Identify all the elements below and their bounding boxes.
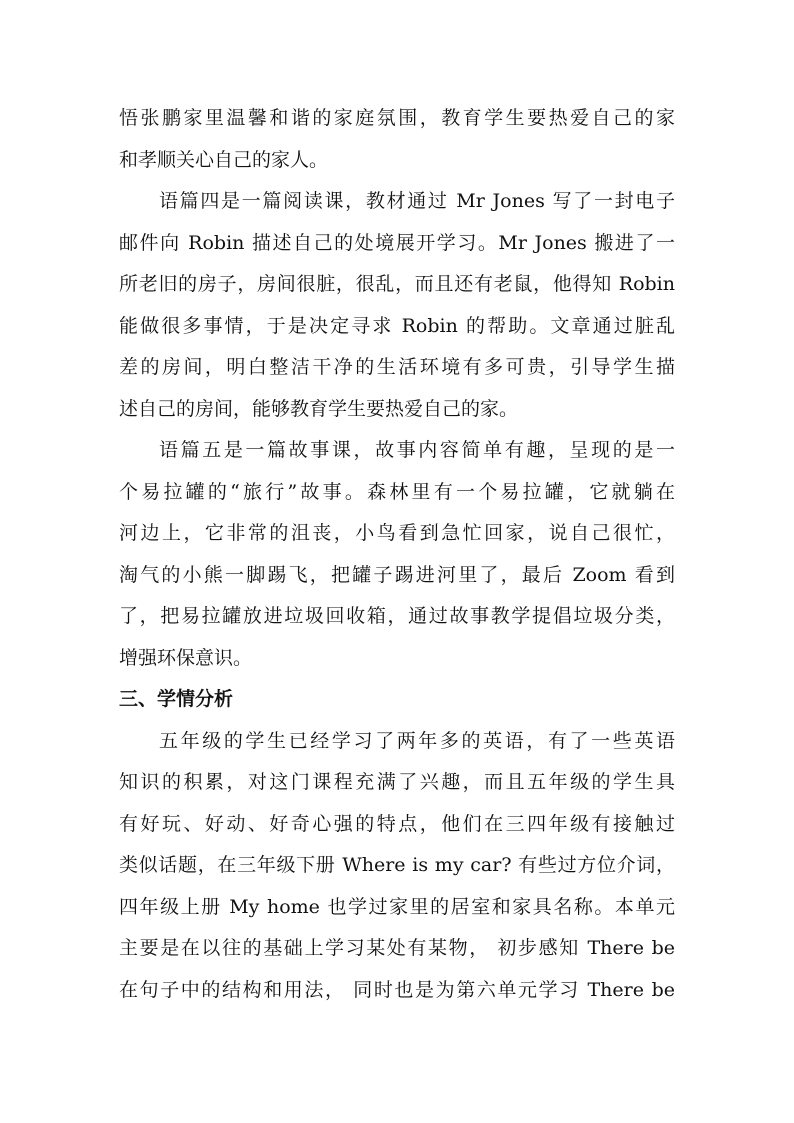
text-line: 增强环保意识。 <box>119 646 253 669</box>
text-line: 河边上，它非常的沮丧，小鸟看到急忙回家，说自己很忙， <box>119 522 675 544</box>
text-line: 类似话题，在三年级下册 Where is my car? 有些过方位介词， <box>119 854 675 876</box>
text-line: 语篇五是一篇故事课，故事内容简单有趣，呈现的是一 <box>159 439 675 461</box>
text-line: 知识的积累，对这门课程充满了兴趣，而且五年级的学生具 <box>119 771 675 793</box>
text-line: 所老旧的房子，房间很脏，很乱，而且还有老鼠，他得知 Robin <box>119 273 675 295</box>
text-line: 能做很多事情，于是决定寻求 Robin 的帮助。文章通过脏乱 <box>119 314 675 337</box>
text-line: 了，把易拉罐放进垃圾回收箱，通过故事教学提倡垃圾分类， <box>119 605 675 627</box>
text-line: 五年级的学生已经学习了两年多的英语，有了一些英语 <box>159 729 675 752</box>
text-line: 四年级上册 My home 也学过家里的居室和家具名称。本单元 <box>119 895 675 918</box>
text-line: 语篇四是一篇阅读课，教材通过 Mr Jones 写了一封电子 <box>159 190 675 212</box>
section-heading: 三、学情分析 <box>119 688 234 710</box>
text-line: 悟张鹏家里温馨和谐的家庭氛围，教育学生要热爱自己的家 <box>119 107 675 129</box>
text-line: 淘气的小熊一脚踢飞，把罐子踢进河里了，最后 Zoom 看到 <box>119 563 675 586</box>
document-body <box>119 98 675 1011</box>
text-line: 差的房间，明白整洁干净的生活环境有多可贵，引导学生描 <box>119 356 675 378</box>
text-line: 在句子中的结构和用法， 同时也是为第六单元学习 There be <box>119 978 675 1001</box>
text-line: 个易拉罐的“旅行”故事。森林里有一个易拉罐，它就躺在 <box>119 480 675 503</box>
paragraph-block-1 <box>119 98 675 679</box>
paragraph-block-2 <box>119 721 675 1012</box>
text-line: 和孝顺关心自己的家人。 <box>119 148 329 171</box>
text-line: 述自己的房间，能够教育学生要热爱自己的家。 <box>119 397 519 420</box>
text-line: 邮件向 Robin 描述自己的处境展开学习。Mr Jones 搬进了一 <box>119 231 675 254</box>
text-line: 有好玩、好动、好奇心强的特点，他们在三四年级有接触过 <box>119 812 675 835</box>
text-line: 主要是在以往的基础上学习某处有某物， 初步感知 There be <box>119 937 675 959</box>
